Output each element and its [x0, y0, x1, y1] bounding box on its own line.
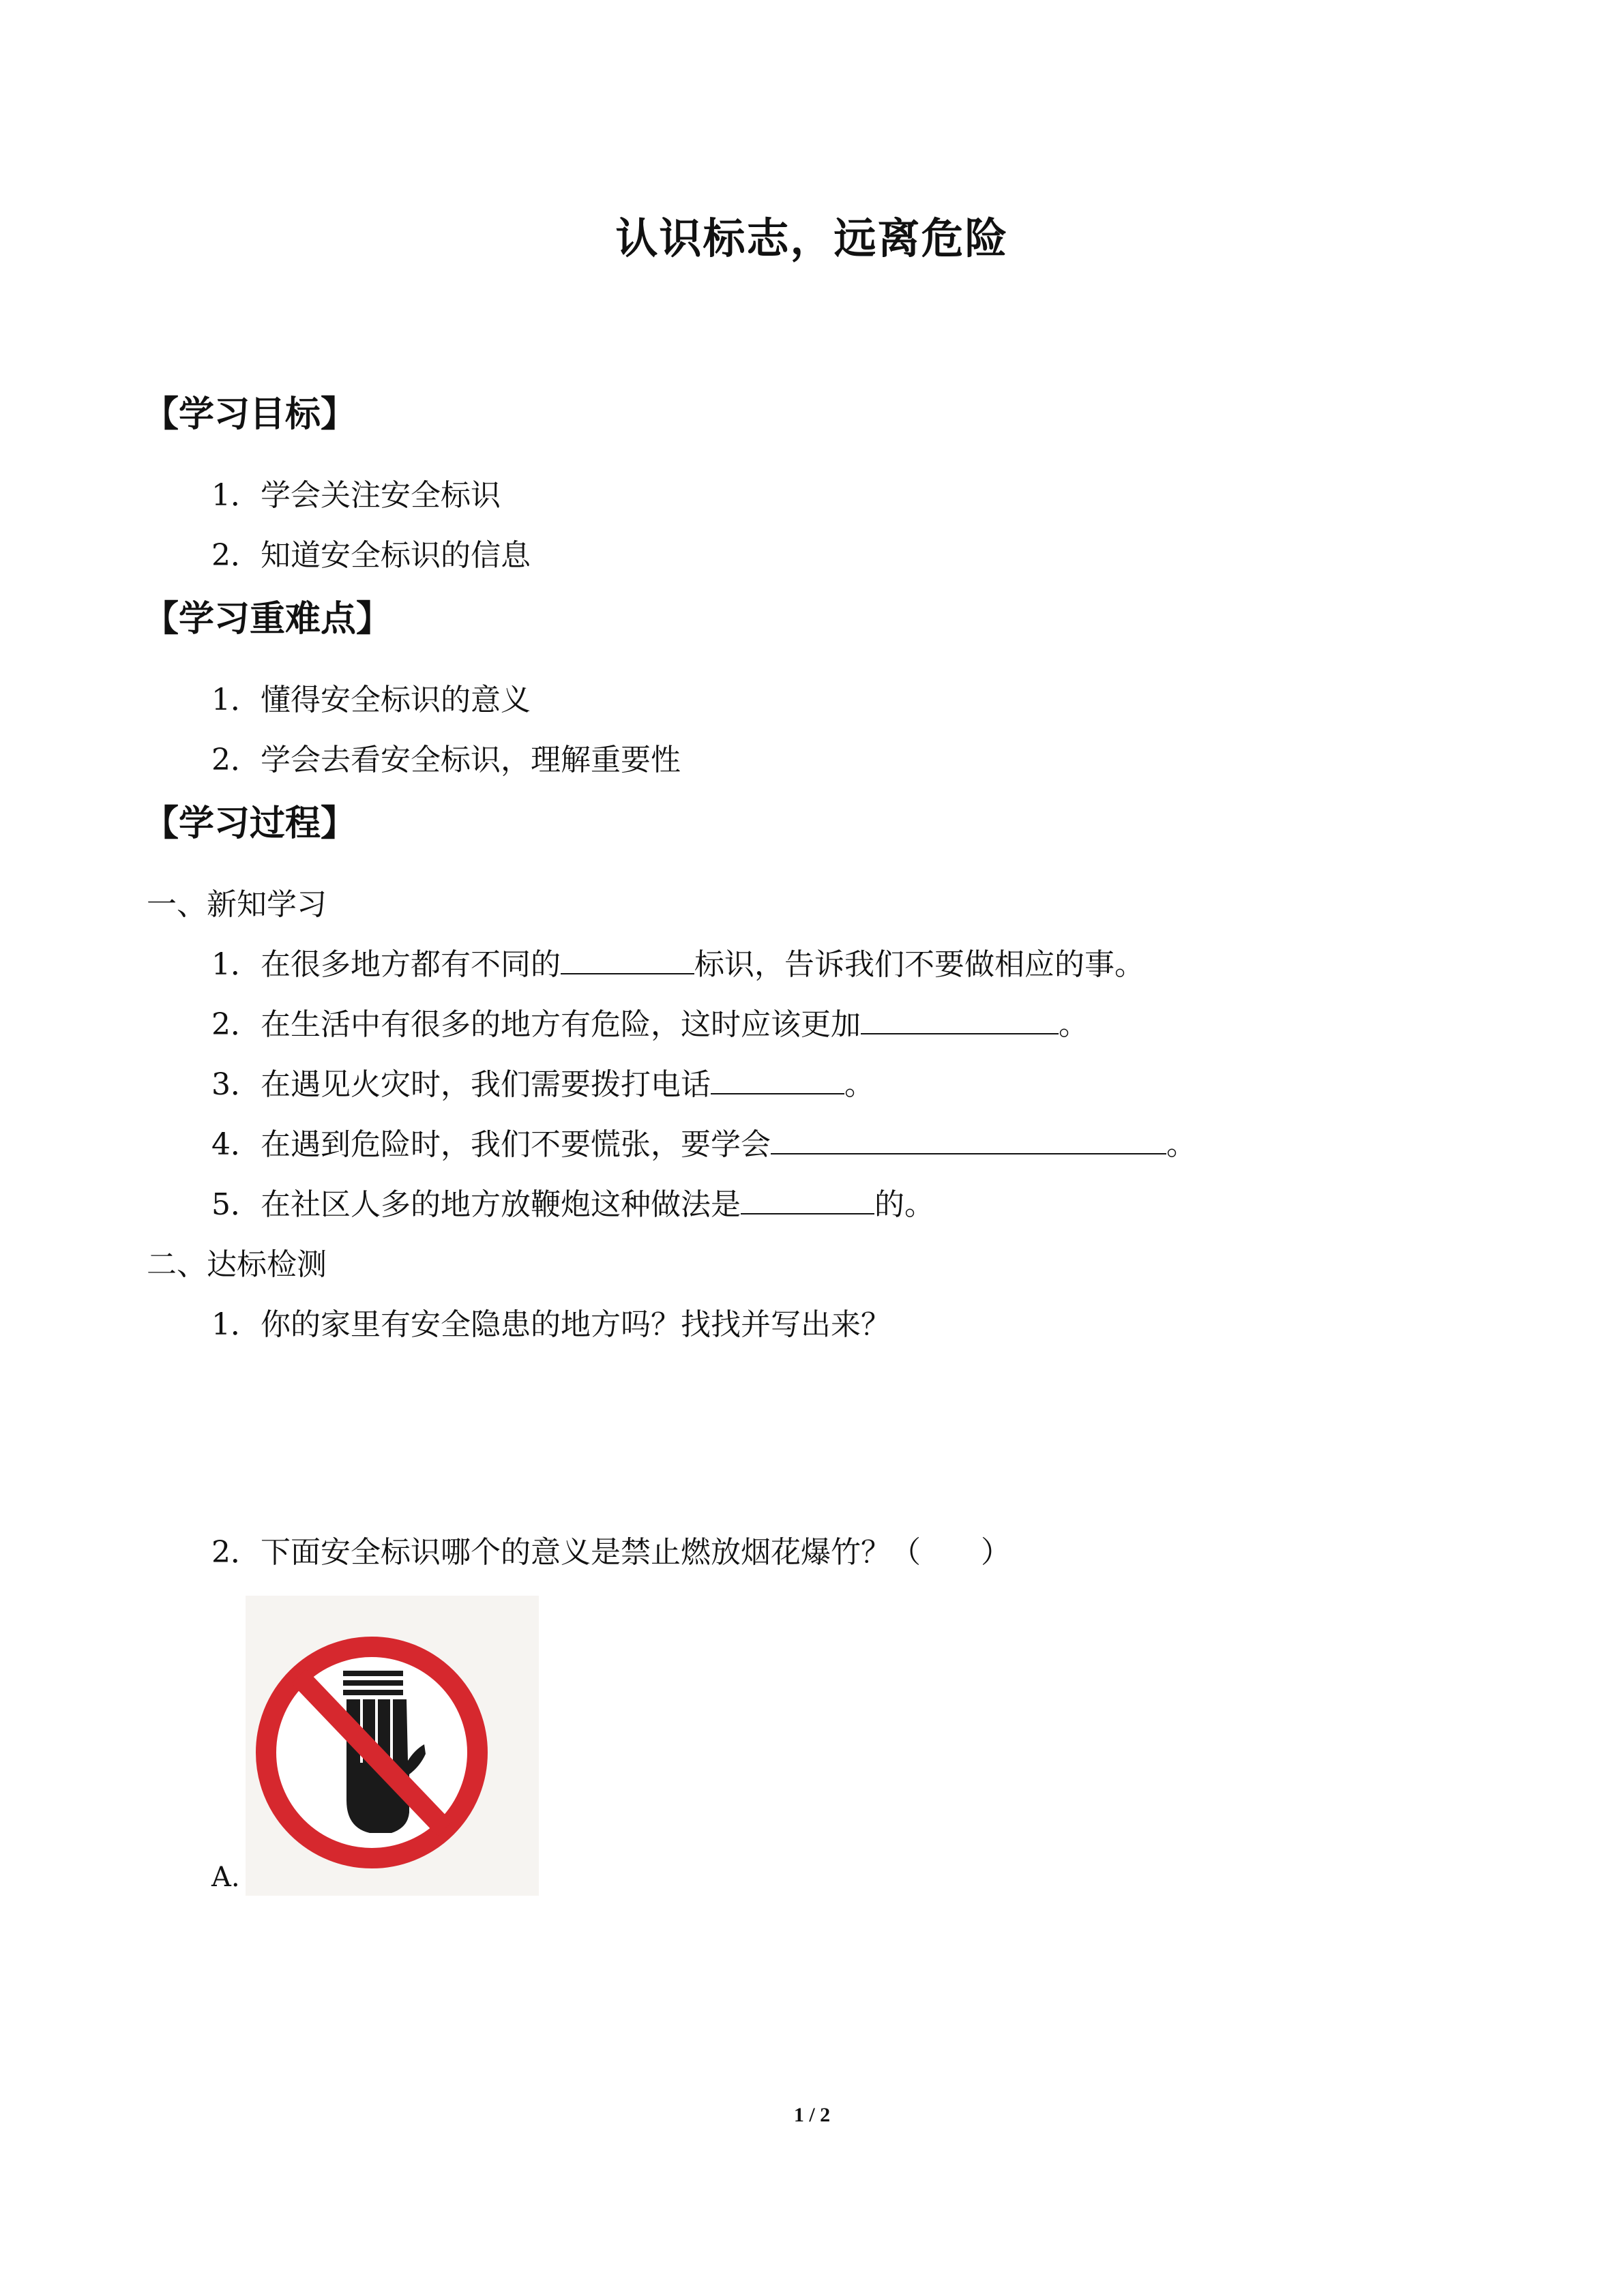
objective-item-1: 1．学会关注安全标识	[211, 478, 501, 513]
fill-question-5	[211, 1180, 934, 1223]
page-title: 认识标志，远离危险	[615, 213, 1009, 263]
answer-blank[interactable]	[861, 1003, 1059, 1034]
question-text: 3．在遇见火灾时，我们需要拨打电话	[211, 1067, 711, 1102]
fill-question-1	[211, 940, 1145, 983]
question-text: 。	[844, 1067, 874, 1102]
question-text: 的。	[874, 1187, 934, 1222]
question-text: 5．在社区人多的地方放鞭炮这种做法是	[211, 1187, 741, 1222]
check-question-2: 2．下面安全标识哪个的意义是禁止燃放烟花爆竹？（ ）	[211, 1535, 1011, 1570]
prohibition-sign-image[interactable]	[246, 1596, 539, 1896]
process-heading: 【学习过程】	[143, 803, 357, 844]
question-text: 2．在生活中有很多的地方有危险，这时应该更加	[211, 1007, 861, 1042]
no-touching-sign-icon	[246, 1596, 539, 1896]
answer-blank[interactable]	[561, 943, 694, 974]
answer-blank[interactable]	[771, 1123, 1166, 1154]
objectives-heading: 【学习目标】	[143, 394, 357, 435]
check-question-1: 1．你的家里有安全隐患的地方吗？找找并写出来？	[211, 1307, 891, 1342]
fill-question-2	[211, 1000, 1089, 1043]
answer-blank[interactable]	[711, 1063, 844, 1094]
question-text: 4．在遇到危险时，我们不要慌张，要学会	[211, 1127, 771, 1162]
part1-heading: 一、新知学习	[147, 887, 327, 922]
difficulty-item-1: 1．懂得安全标识的意义	[211, 683, 531, 717]
page-number: 1 / 2	[793, 2104, 831, 2126]
fill-question-4	[211, 1120, 1196, 1163]
question-text: 1．在很多地方都有不同的	[211, 947, 561, 982]
fill-question-3	[211, 1060, 874, 1103]
objective-item-2: 2．知道安全标识的信息	[211, 538, 531, 573]
part2-heading: 二、达标检测	[147, 1247, 327, 1282]
question-text: 标识，告诉我们不要做相应的事。	[694, 947, 1145, 982]
answer-blank[interactable]	[741, 1183, 874, 1214]
difficulty-item-2: 2．学会去看安全标识，理解重要性	[211, 743, 681, 777]
question-text: 。	[1166, 1127, 1196, 1162]
question-text: 。	[1059, 1007, 1089, 1042]
option-a-label[interactable]: A.	[211, 1862, 240, 1893]
difficulties-heading: 【学习重难点】	[143, 599, 392, 640]
